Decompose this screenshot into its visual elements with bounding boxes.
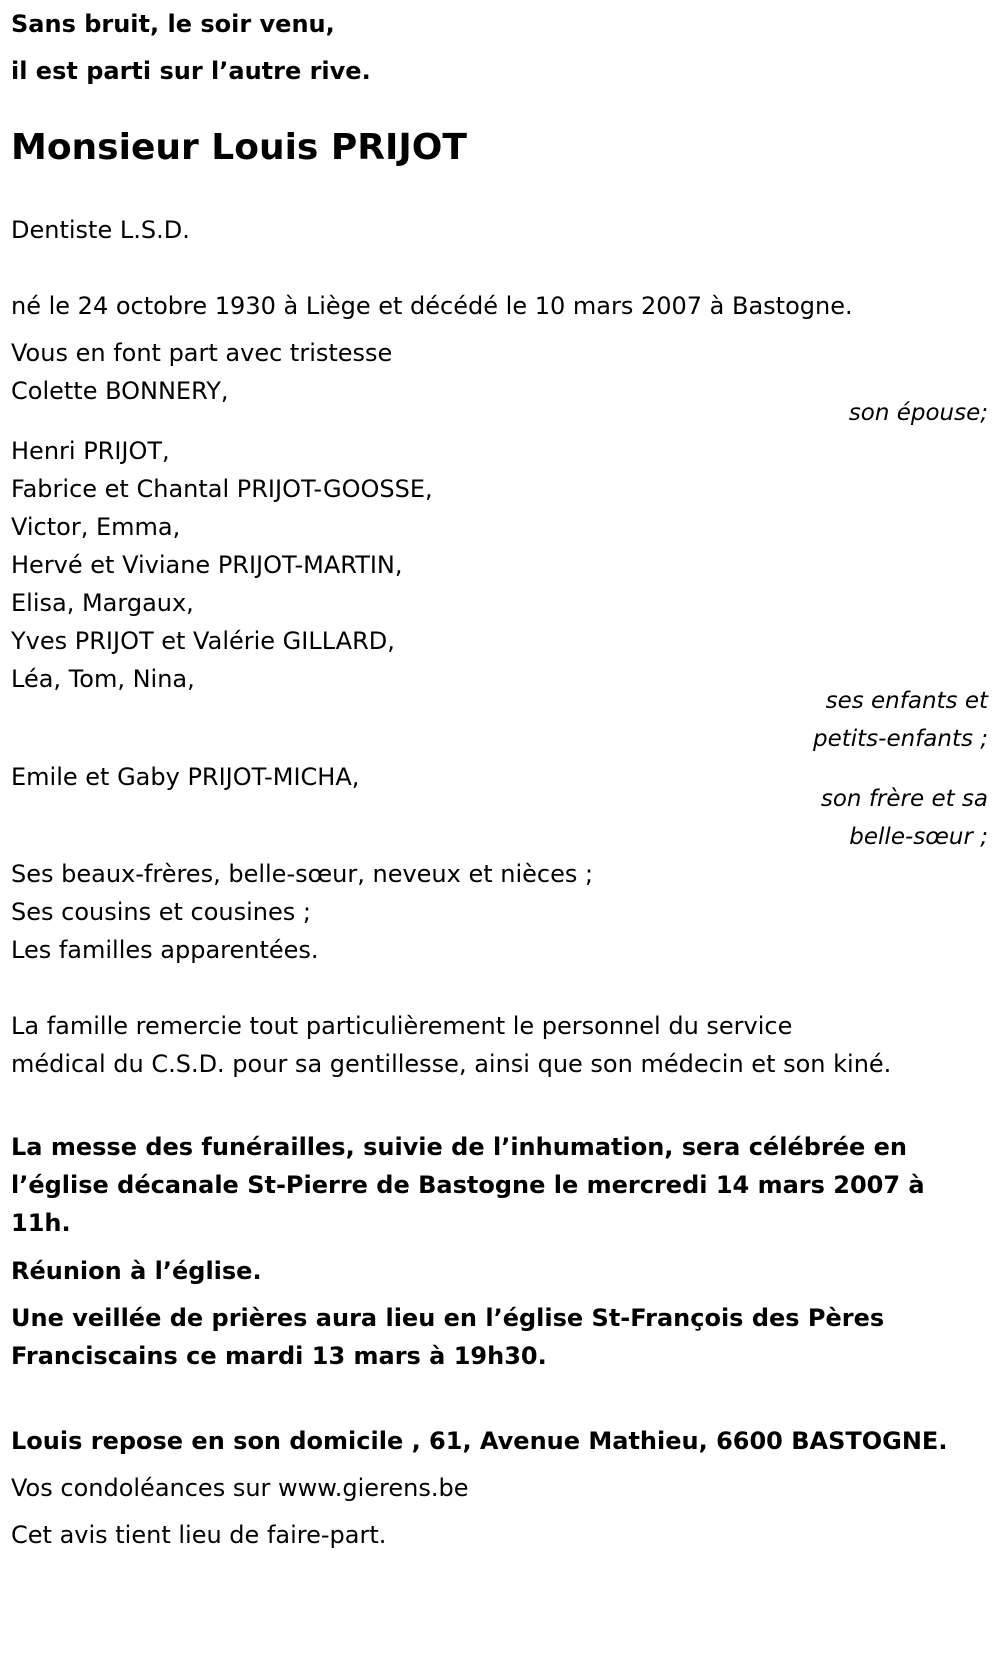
child-line: Elisa, Margaux, xyxy=(11,589,194,617)
children-relation-line-2: petits-enfants ; xyxy=(812,726,988,752)
epigraph-line-2: il est parti sur l’autre rive. xyxy=(11,57,371,85)
rest-location: Louis repose en son domicile , 61, Avenue Mathieu, 6600 BASTOGNE. xyxy=(11,1427,948,1455)
child-line: Victor, Emma, xyxy=(11,513,181,541)
vigil-line-1: Une veillée de prières aura lieu en l’église St-François des Pères xyxy=(11,1304,885,1332)
child-line: Henri PRIJOT, xyxy=(11,437,170,465)
deceased-dates: né le 24 octobre 1930 à Liège et décédé le 10 mars 2007 à Bastogne. xyxy=(11,292,853,320)
sibling-name: Emile et Gaby PRIJOT-MICHA, xyxy=(11,763,360,791)
child-line: Hervé et Viviane PRIJOT-MARTIN, xyxy=(11,551,403,579)
notice-line: Cet avis tient lieu de faire-part. xyxy=(11,1521,387,1549)
child-line: Léa, Tom, Nina, xyxy=(11,665,195,693)
sibling-relation-line-1: son frère et sa xyxy=(820,786,988,812)
condolences-line: Vos condoléances sur www.gierens.be xyxy=(11,1474,469,1502)
epigraph-line-1: Sans bruit, le soir venu, xyxy=(11,10,335,38)
thanks-line-1: La famille remercie tout particulièrement le personnel du service xyxy=(11,1012,793,1040)
vigil-line-2: Franciscains ce mardi 13 mars à 19h30. xyxy=(11,1342,547,1370)
extended-family-line: Ses beaux-frères, belle-sœur, neveux et nièces ; xyxy=(11,860,594,888)
meeting-note: Réunion à l’église. xyxy=(11,1257,262,1285)
announcement-intro: Vous en font part avec tristesse xyxy=(11,339,393,367)
deceased-name: Monsieur Louis PRIJOT xyxy=(11,127,467,168)
thanks-line-2: médical du C.S.D. pour sa gentillesse, ainsi que son médecin et son kiné. xyxy=(11,1050,892,1078)
sibling-relation-line-2: belle-sœur ; xyxy=(849,824,988,850)
extended-family-line: Ses cousins et cousines ; xyxy=(11,898,311,926)
spouse-name: Colette BONNERY, xyxy=(11,377,229,405)
funeral-line-3: 11h. xyxy=(11,1209,71,1237)
deceased-profession: Dentiste L.S.D. xyxy=(11,216,190,244)
funeral-line-2: l’église décanale St-Pierre de Bastogne le mercredi 14 mars 2007 à xyxy=(11,1171,925,1199)
extended-family-line: Les familles apparentées. xyxy=(11,936,319,964)
child-line: Fabrice et Chantal PRIJOT-GOOSSE, xyxy=(11,475,433,503)
child-line: Yves PRIJOT et Valérie GILLARD, xyxy=(11,627,395,655)
spouse-relation: son épouse; xyxy=(848,400,988,426)
children-relation-line-1: ses enfants et xyxy=(825,688,988,714)
funeral-line-1: La messe des funérailles, suivie de l’inhumation, sera célébrée en xyxy=(11,1133,908,1161)
